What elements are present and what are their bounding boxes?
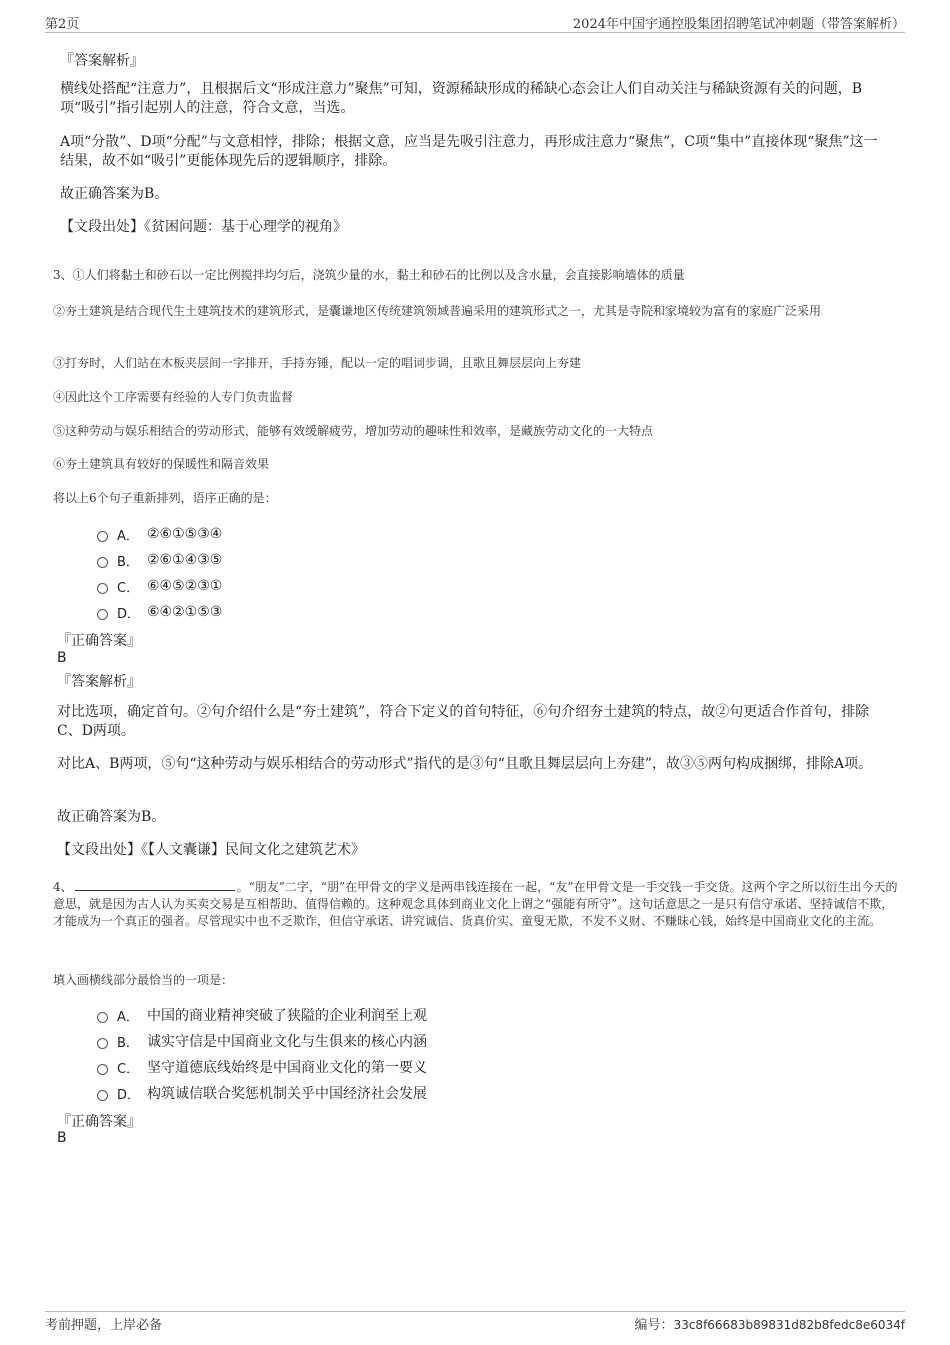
radio-icon[interactable] xyxy=(97,531,108,542)
option-text: ⑥④②①⑤③ xyxy=(147,604,223,620)
q3-option-a[interactable] xyxy=(97,524,222,544)
q3-source: 【文段出处】《【人文囊谦】民间文化之建筑艺术》 xyxy=(57,842,365,858)
q2-answer-statement: 故正确答案为B。 xyxy=(60,186,169,202)
q4-prompt: 填入画横线部分最恰当的一项是： xyxy=(53,973,234,987)
q4-option-c[interactable] xyxy=(97,1057,427,1077)
option-label: D． xyxy=(117,1087,141,1103)
q4-number: 4、 xyxy=(53,880,73,894)
page-number: 第2页 xyxy=(45,17,80,32)
q3-option-b[interactable] xyxy=(97,550,222,570)
q3-answer-statement: 故正确答案为B。 xyxy=(57,809,166,825)
q3-sentence-3: ③打夯时，人们站在木板夹层间一字排开，手持夯锤，配以一定的唱词步调，且歌且舞层层向上夯建 xyxy=(53,356,582,370)
q2-analysis-paragraph-2: A项“分散”、D项“分配”与文意相悖，排除；根据文意，应当是先吸引注意力，再形成注意力“聚焦”，C项“集中”直接体现“聚焦”这一结果，故不如“吸引”更能体现先后的逻辑顺序，排除。 xyxy=(60,134,878,169)
q2-analysis-paragraph-1: 横线处搭配“注意力”，且根据后文“形成注意力”聚焦”可知，资源稀缺形成的稀缺心态会让人们自动关注与稀缺资源有关的问题，B项“吸引”指引起别人的注意，符合文意，当选。 xyxy=(60,81,863,116)
radio-icon[interactable] xyxy=(97,1012,108,1023)
q3-analysis-paragraph-1: 对比选项，确定首句。②句介绍什么是“夯土建筑”，符合下定义的首句特征，⑥句介绍夯土建筑的特点，故②句更适合作首句，排除C、D两项。 xyxy=(57,704,870,739)
option-text: ②⑥①④③⑤ xyxy=(147,552,223,568)
option-label: A． xyxy=(117,1009,139,1025)
q4-stem-text: 。“朋友”二字，“朋”在甲骨文的字义是两串钱连接在一起，“友”在甲骨文是一手交钱一手交货。这两个字之所以衍生出今天的意思，就是因为古人认为买卖交易是互相帮助、值得信赖的。这种观念具体到商业文化上谓之“强能有所守”。这句话意思之一是只有信守承诺、坚持诚信不欺，才能成为一个真正的强者。尽管现实中也不乏欺诈，但信守承诺、讲究诚信、货真价实、童叟无欺，不发不义财、不赚昧心钱，始终是中国商业文化的主流。 xyxy=(53,880,898,928)
option-label: B． xyxy=(117,1035,139,1051)
document-title: 2024年中国宇通控股集团招聘笔试冲刺题（带答案解析） xyxy=(572,17,905,32)
q4-stem xyxy=(53,878,905,930)
option-text: 坚守道德底线始终是中国商业文化的第一要义 xyxy=(147,1060,427,1076)
radio-icon[interactable] xyxy=(97,557,108,568)
q3-analysis-heading: 『答案解析』 xyxy=(57,674,141,690)
q3-sentence-4: ④因此这个工序需要有经验的人专门负责监督 xyxy=(53,390,294,404)
radio-icon[interactable] xyxy=(97,583,108,594)
option-text: 构筑诚信联合奖惩机制关乎中国经济社会发展 xyxy=(147,1086,427,1102)
q3-answer: B xyxy=(57,650,67,666)
q3-option-c[interactable] xyxy=(97,576,222,596)
option-label: B． xyxy=(117,554,139,570)
q4-answer: B xyxy=(57,1130,67,1146)
q3-sentence-2: ②夯土建筑是结合现代生土建筑技术的建筑形式，是囊谦地区传统建筑领域普遍采用的建筑形式之一，尤其是寺院和家境较为富有的家庭广泛采用 xyxy=(53,304,822,318)
option-text: 诚实守信是中国商业文化与生俱来的核心内涵 xyxy=(147,1034,427,1050)
q2-source: 【文段出处】《贫困问题：基于心理学的视角》 xyxy=(60,219,347,235)
footer-divider xyxy=(45,1311,905,1312)
footer-code xyxy=(635,1314,905,1333)
q3-sentence-5: ⑤这种劳动与娱乐相结合的劳动形式，能够有效缓解疲劳，增加劳动的趣味性和效率，是藏族劳动文化的一大特点 xyxy=(53,424,654,438)
option-label: C． xyxy=(117,1061,140,1077)
option-label: C． xyxy=(117,580,140,596)
q3-sentence-6: ⑥夯土建筑具有较好的保暖性和隔音效果 xyxy=(53,457,270,471)
q4-option-a[interactable] xyxy=(97,1005,427,1025)
q4-answer-heading: 『正确答案』 xyxy=(57,1114,141,1130)
footer-code-label: 编号： xyxy=(634,1318,674,1333)
footer-code-value: 33c8f66683b89831d82b8fedc8e6034f xyxy=(673,1318,905,1332)
q4-option-b[interactable] xyxy=(97,1031,427,1051)
footer-slogan: 考前押题，上岸必备 xyxy=(45,1318,163,1333)
option-text: 中国的商业精神突破了狭隘的企业利润至上观 xyxy=(147,1008,427,1024)
radio-icon[interactable] xyxy=(97,609,108,620)
option-text: ⑥④⑤②③① xyxy=(147,578,223,594)
q3-prompt: 将以上6个句子重新排列，语序正确的是： xyxy=(53,491,277,505)
q3-option-d[interactable] xyxy=(97,602,222,622)
q2-analysis-heading: 『答案解析』 xyxy=(60,53,144,69)
radio-icon[interactable] xyxy=(97,1038,108,1049)
q3-sentence-1: 3、①人们将黏土和砂石以一定比例搅拌均匀后，浇筑少量的水，黏土和砂石的比例以及含水量，会直接影响墙体的质量 xyxy=(53,268,685,282)
radio-icon[interactable] xyxy=(97,1090,108,1101)
option-label: A． xyxy=(117,528,139,544)
q4-fill-blank xyxy=(75,878,235,891)
q4-option-d[interactable] xyxy=(97,1083,427,1103)
option-label: D． xyxy=(117,606,141,622)
q3-answer-heading: 『正确答案』 xyxy=(57,633,141,649)
option-text: ②⑥①⑤③④ xyxy=(147,526,223,542)
header-divider xyxy=(45,32,905,33)
radio-icon[interactable] xyxy=(97,1064,108,1075)
q3-analysis-paragraph-2: 对比A、B两项，⑤句“这种劳动与娱乐相结合的劳动形式”指代的是③句“且歌且舞层层向上夯建”，故③⑤两句构成捆绑，排除A项。 xyxy=(57,756,873,772)
